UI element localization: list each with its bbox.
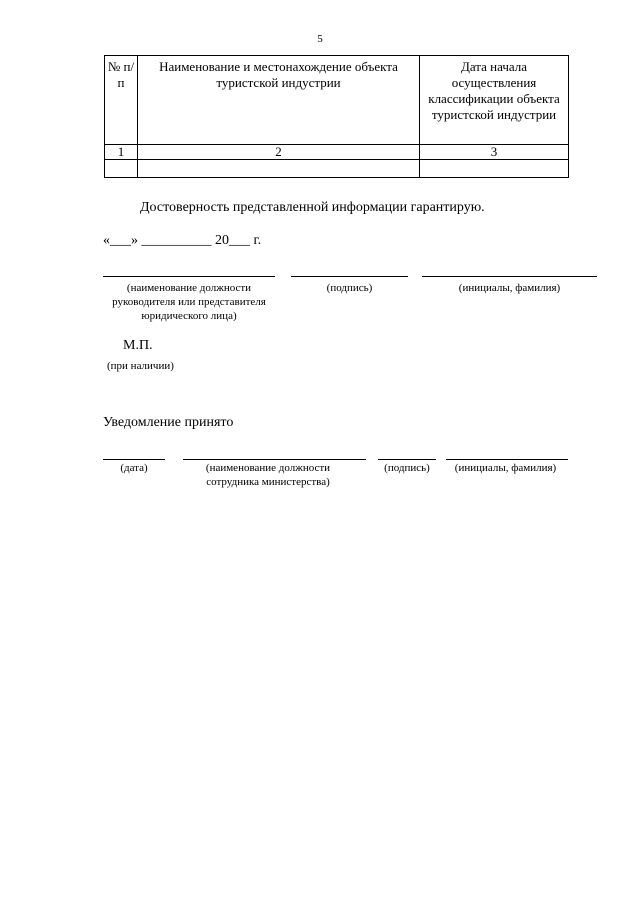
notice-date-caption: (дата) [120, 462, 148, 474]
notice-signature-line[interactable] [378, 459, 436, 460]
header-object-name: Наименование и местонахождение объекта туристской индустрии [138, 56, 420, 145]
table-cell[interactable] [105, 160, 138, 178]
column-number-2: 2 [138, 145, 420, 160]
page-number: 5 [317, 33, 323, 45]
header-start-date: Дата начала осуществления классификации объекта туристской индустрии [420, 56, 569, 145]
notice-name-caption: (инициалы, фамилия) [454, 462, 557, 474]
table-numbering-row [105, 145, 569, 160]
name-signature-line[interactable] [422, 276, 597, 277]
signature-caption: (подпись) [326, 282, 373, 294]
date-line: «___» __________ 20___ г. [103, 233, 262, 248]
notice-name-line[interactable] [446, 459, 568, 460]
stamp-note: (при наличии) [107, 360, 174, 372]
notice-signature-caption: (подпись) [384, 462, 430, 474]
position-signature-line[interactable] [103, 276, 275, 277]
column-number-3: 3 [420, 145, 569, 160]
classification-table [104, 55, 569, 178]
notice-position-caption: (наименование должности сотрудника министерства) [205, 462, 331, 488]
notice-title: Уведомление принято [103, 415, 234, 430]
table-cell[interactable] [420, 160, 569, 178]
header-number: № п/п [105, 56, 138, 145]
signature-line[interactable] [291, 276, 408, 277]
guarantee-text: Достоверность представленной информации гарантирую. [140, 200, 485, 215]
name-caption: (инициалы, фамилия) [458, 282, 561, 294]
position-caption: (наименование должности руководителя или представителя юридического лица) [112, 282, 266, 322]
table-row [105, 160, 569, 178]
table-header-row [105, 56, 569, 145]
column-number-1: 1 [105, 145, 138, 160]
stamp-label: М.П. [123, 338, 153, 353]
notice-position-line[interactable] [183, 459, 366, 460]
table-cell[interactable] [138, 160, 420, 178]
notice-date-line[interactable] [103, 459, 165, 460]
